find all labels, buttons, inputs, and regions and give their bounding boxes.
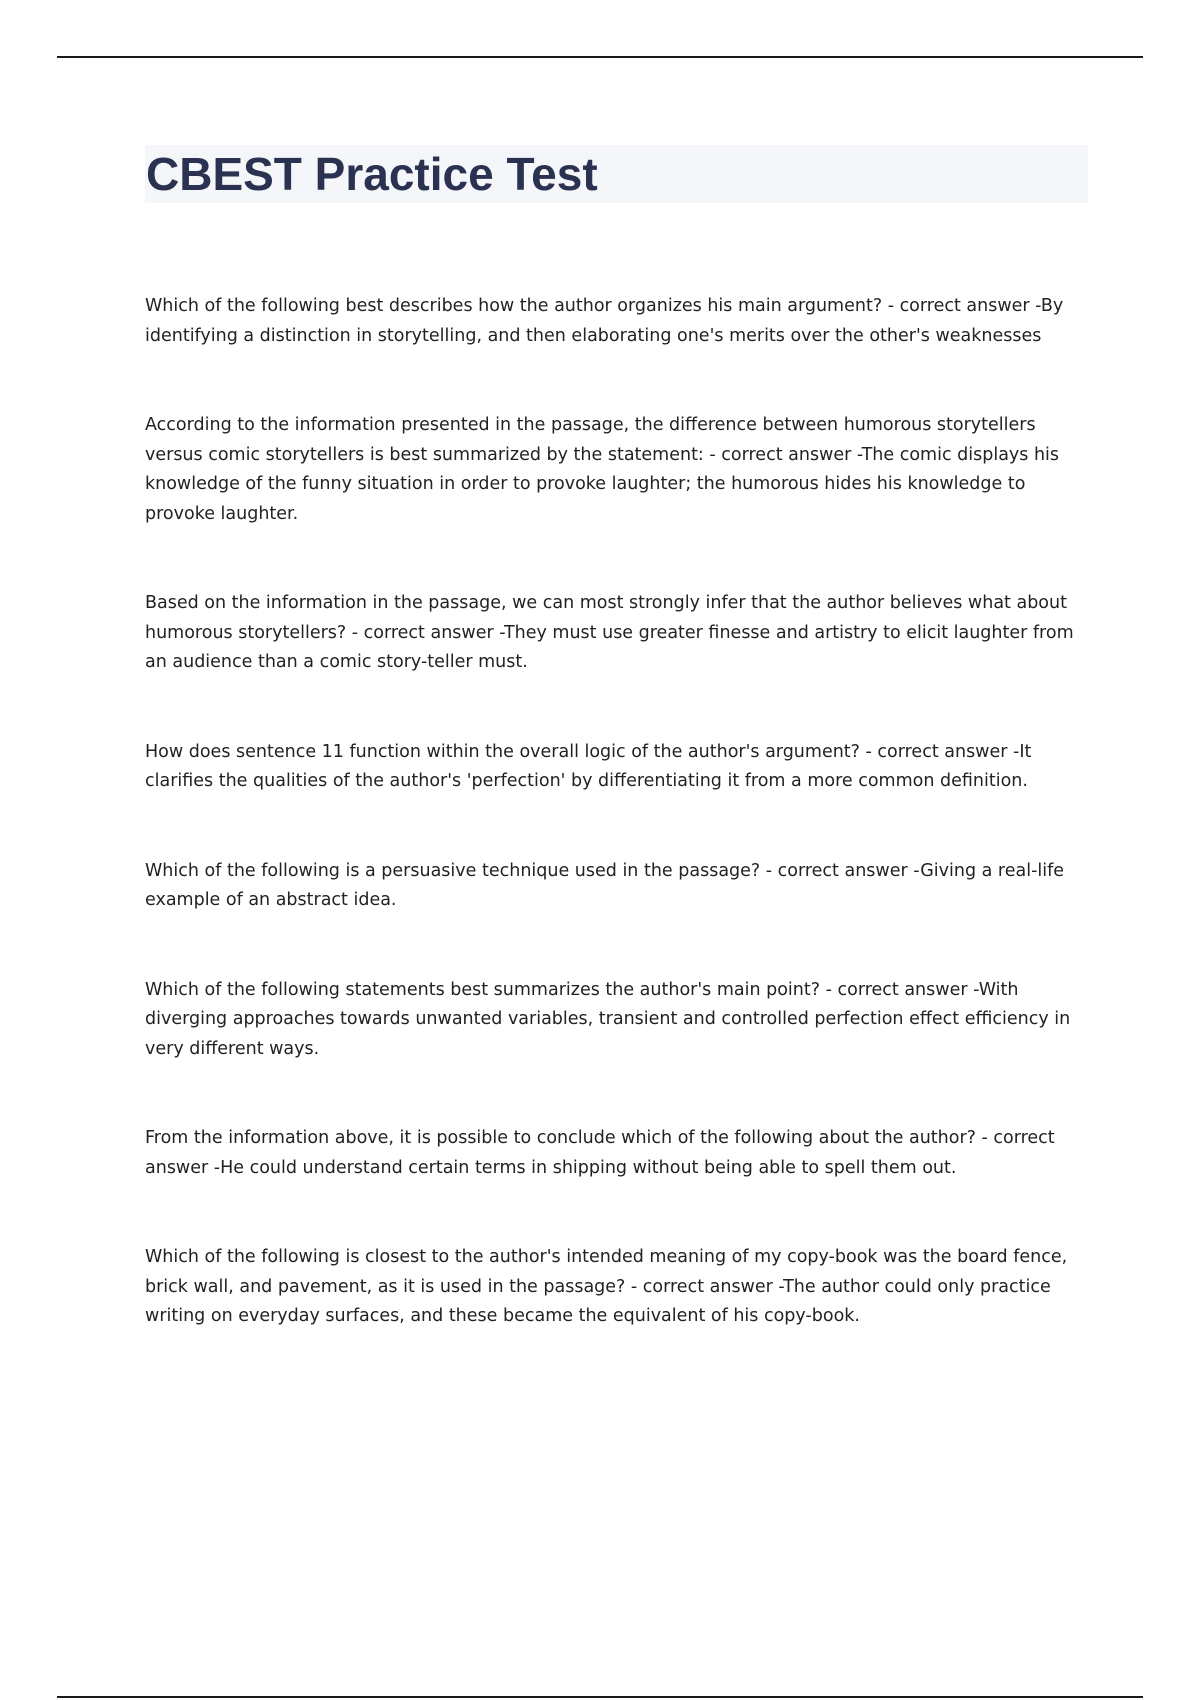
answer-separator: - correct answer - <box>145 1128 1055 1178</box>
answer-separator: - correct answer - <box>820 979 979 1000</box>
page-title: CBEST Practice Test <box>146 148 598 200</box>
answer-separator: - correct answer - <box>859 741 1020 762</box>
bottom-rule <box>57 1696 1143 1698</box>
question-text: Based on the information in the passage, we can most strongly infer that the author believes what about humorous storytellers? <box>145 593 1067 643</box>
qa-item <box>145 738 1095 797</box>
answer-text: The author could only practice writing on everyday surfaces, and these became the equivalent of his copy-book. <box>145 1276 1051 1326</box>
answer-text: By identifying a distinction in storytelling, and then elaborating one's merits over the other's weaknesses <box>145 296 1064 346</box>
answer-separator: - correct answer - <box>760 860 921 881</box>
question-text: Which of the following is a persuasive technique used in the passage? <box>145 860 761 881</box>
answer-separator: - correct answer - <box>703 444 862 465</box>
question-list <box>145 292 1095 1392</box>
question-text: Which of the following best describes how the author organizes his main argument? <box>145 296 883 316</box>
qa-item <box>145 976 1095 1065</box>
answer-text: With diverging approaches towards unwanted variables, transient and controlled perfection effect efficiency in very different ways. <box>145 979 1071 1059</box>
answer-separator: - correct answer - <box>346 622 504 643</box>
top-rule <box>57 56 1143 58</box>
answer-text: Giving a real-life example of an abstract idea. <box>145 860 1065 910</box>
question-text: Which of the following is closest to the author's intended meaning of my copy-book was the board fence, brick wall, and pavement, as it is used in the passage? <box>145 1247 1068 1297</box>
question-text: From the information above, it is possible to conclude which of the following about the author? <box>145 1128 976 1148</box>
qa-item <box>145 857 1095 916</box>
qa-item <box>145 589 1095 678</box>
answer-separator: - correct answer - <box>625 1276 784 1297</box>
qa-item <box>145 1124 1095 1183</box>
question-text: According to the information presented in the passage, the difference between humorous storytellers versus comic storytellers is best summarized by the statement: <box>145 415 1036 465</box>
answer-text: It clarifies the qualities of the author's 'perfection' by differentiating it from a more common definition. <box>145 741 1032 791</box>
qa-item <box>145 292 1095 351</box>
question-text: How does sentence 11 function within the overall logic of the author's argument? <box>145 741 860 762</box>
answer-text: They must use greater finesse and artistry to elicit laughter from an audience than a comic story-teller must. <box>145 622 1074 672</box>
answer-text: The comic displays his knowledge of the funny situation in order to provoke laughter; the humorous hides his knowledge to provoke laughter. <box>145 444 1060 524</box>
answer-separator: - correct answer - <box>882 296 1041 316</box>
qa-item <box>145 1243 1095 1332</box>
qa-item <box>145 411 1095 529</box>
answer-text: He could understand certain terms in shipping without being able to spell them out. <box>220 1157 957 1178</box>
question-text: Which of the following statements best summarizes the author's main point? <box>145 979 821 1000</box>
